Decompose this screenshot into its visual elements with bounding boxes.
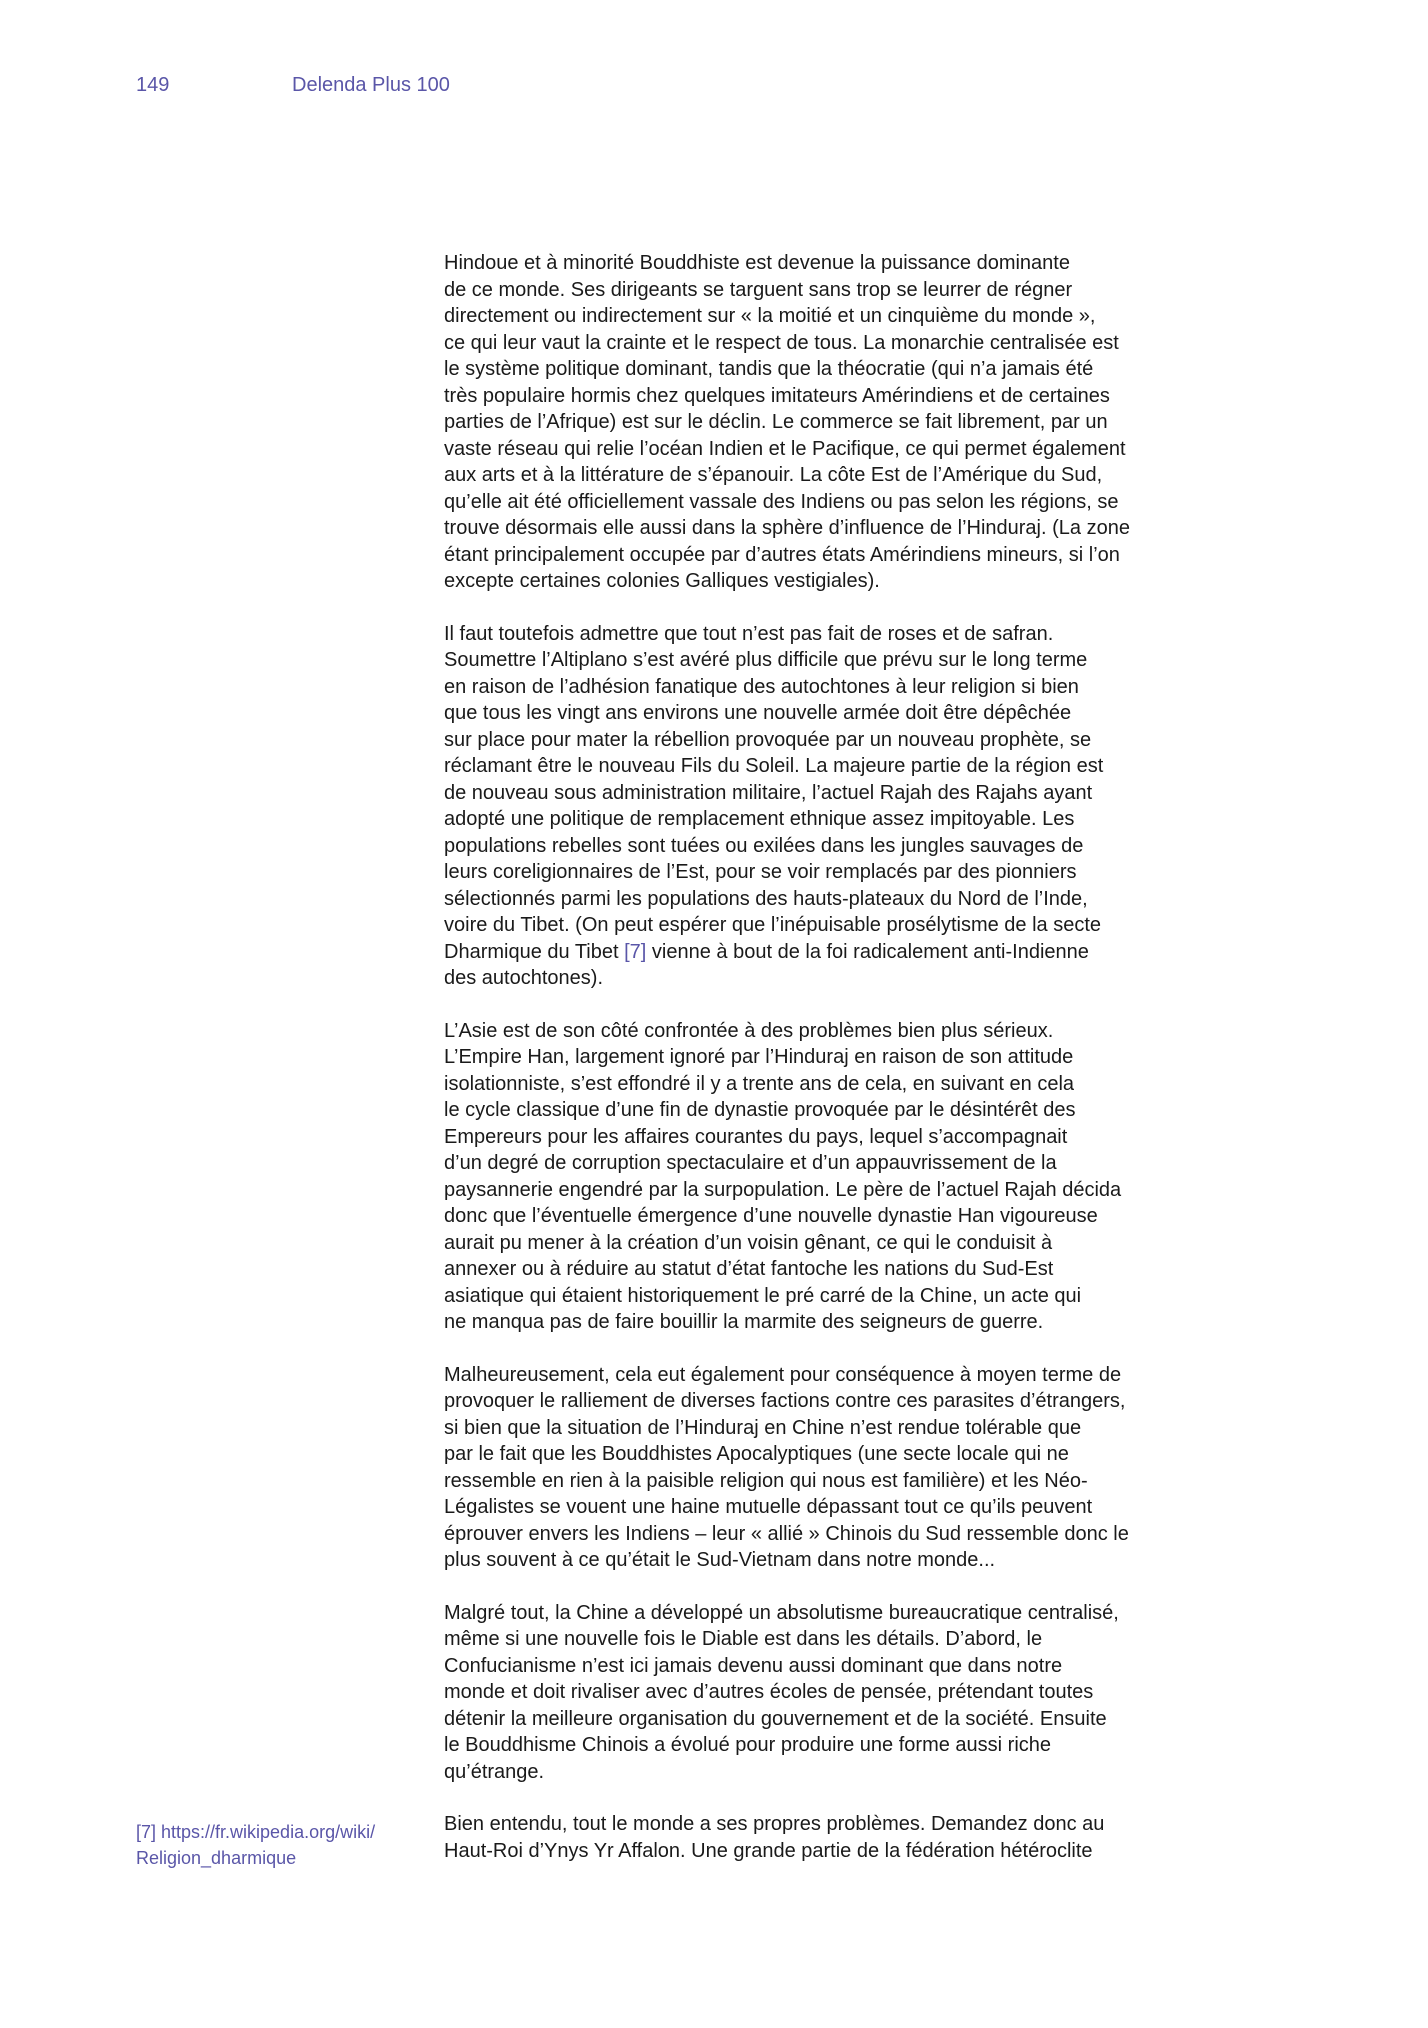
paragraph-5: Malgré tout, la Chine a développé un absolutisme bureaucratique centralisé, même si une nouvelle fois le Diable est dans les détails. D’abord, le Confucianisme n’est ici jamais devenu aussi dominant que dans notre monde et doit rivaliser avec d’autres écoles de pensée, prétendant toutes détenir la meilleure organisation du gouvernement et de la société. Ensuite le Bouddhisme Chinois a évolué pour produire une forme aussi riche qu’étrange. (444, 1601, 1119, 1783)
main-text-column (444, 250, 1200, 1864)
paragraph-2-text-b: vienne à bout de la foi radicalement anti-Indienne des autochtones). (444, 940, 1089, 989)
sidenote-7-link[interactable]: [7] https://fr.wikipedia.org/wiki/ Religion_dharmique (136, 1822, 376, 1868)
footnote-reference-7[interactable]: [7] (624, 940, 647, 963)
paragraph-3: L’Asie est de son côté confrontée à des problèmes bien plus sérieux. L’Empire Han, largement ignoré par l’Hinduraj en raison de son attitude isolationniste, s’est effondré il y a trente ans de cela, en suivant en cela le cycle classique d’une fin de dynastie provoquée par le désintérêt des Empereurs pour les affaires courantes du pays, lequel s’accompagnait d’un degré de corruption spectaculaire et d’un appauvrissement de la paysannerie engendré par la surpopulation. Le père de l’actuel Rajah décida donc que l’éventuelle émergence d’une nouvelle dynastie Han vigoureuse aurait pu mener à la création d’un voisin gênant, ce qui le conduisit à annexer ou à réduire au statut d’état fantoche les nations du Sud-Est asiatique qui étaient historiquement le pré carré de la Chine, un acte qui ne manqua pas de faire bouillir la marmite des seigneurs de guerre. (444, 1019, 1122, 1333)
page-number: 149 (136, 74, 170, 96)
paragraph-2-text-a: Il faut toutefois admettre que tout n’est pas fait de roses et de safran. Soumettre l’Altiplano s’est avéré plus difficile que prévu sur le long terme en raison de l’adhésion fanatique des autochtones à leur religion si bien que tous les vingt ans environs une nouvelle armée doit être dépêchée sur place pour mater la rébellion provoquée par un nouveau prophète, se réclamant être le nouveau Fils du Soleil. La majeure partie de la région est de nouveau sous administration militaire, l’actuel Rajah des Rajahs ayant adopté une politique de remplacement ethnique assez impitoyable. Les populations rebelles sont tuées ou exilées dans les jungles sauvages de leurs coreligionnaires de l’Est, pour se voir remplacés par des pionniers sélectionnés parmi les populations des hauts-plateaux du Nord de l’Inde, voire du Tibet. (On peut espérer que l’inépuisable prosélytisme de la secte Dharmique du Tibet (444, 622, 1104, 963)
paragraph-4: Malheureusement, cela eut également pour conséquence à moyen terme de provoquer le ralliement de diverses factions contre ces parasites d’étrangers, si bien que la situation de l’Hinduraj en Chine n’est rendue tolérable que par le fait que les Bouddhistes Apocalyptiques (une secte locale qui ne ressemble en rien à la paisible religion qui nous est familière) et les Néo- Légalistes se vouent une haine mutuelle dépassant tout ce qu’ils peuvent éprouver envers les Indiens – leur « allié » Chinois du Sud ressemble donc le plus souvent à ce qu’était le Sud-Vietnam dans notre monde... (444, 1363, 1129, 1571)
paragraph-6: Bien entendu, tout le monde a ses propres problèmes. Demandez donc au Haut-Roi d’Ynys Yr Affalon. Une grande partie de la fédération hétéroclite (444, 1813, 1105, 1862)
paragraph-1: Hindoue et à minorité Bouddhiste est devenue la puissance dominante de ce monde. Ses dirigeants se targuent sans trop se leurrer de régner directement ou indirectement sur « la moitié et un cinquième du monde », ce qui leur vaut la crainte et le respect de tous. La monarchie centralisée est le système politique dominant, tandis que la théocratie (qui n’a jamais été très populaire hormis chez quelques imitateurs Amérindiens et de certaines parties de l’Afrique) est sur le déclin. Le commerce se fait librement, par un vaste réseau qui relie l’océan Indien et le Pacifique, ce qui permet également aux arts et à la littérature de s’épanouir. La côte Est de l’Amérique du Sud, qu’elle ait été officiellement vassale des Indiens ou pas selon les régions, se trouve désormais elle aussi dans la sphère d’influence de l’Hinduraj. (La zone étant principalement occupée par d’autres états Amérindiens mineurs, si l’on excepte certaines colonies Galliques vestigiales). (444, 252, 1130, 592)
running-title: Delenda Plus 100 (292, 74, 450, 96)
paragraph-2 (444, 621, 1200, 992)
